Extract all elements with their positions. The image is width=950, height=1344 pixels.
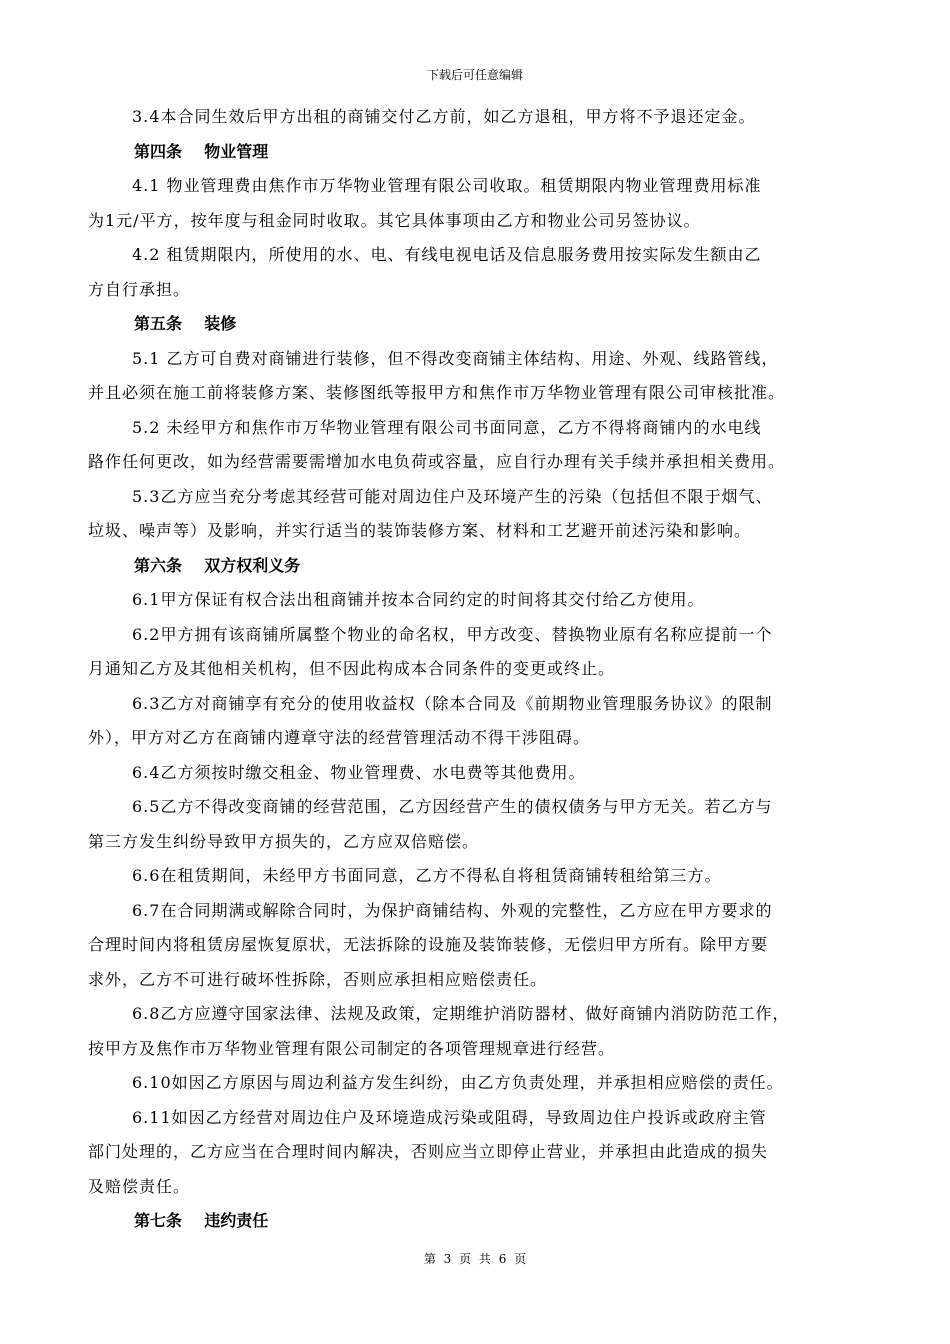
clause-line: 6.6在租赁期间，未经甲方书面同意，乙方不得私自将租赁商铺转租给第三方。 xyxy=(132,866,722,885)
clause-line: 5.3乙方应当充分考虑其经营可能对周边住户及环境产生的污染（包括但不限于烟气、 xyxy=(132,486,773,506)
page-footer: 第 3 页 共 6 页 xyxy=(423,1252,527,1266)
clause-6-8 xyxy=(88,997,863,1066)
clause-line: 6.5乙方不得改变商铺的经营范围，乙方因经营产生的债权债务与甲方无关。若乙方与 xyxy=(132,797,773,816)
clause-line: 6.3乙方对商铺享有充分的使用收益权（除本合同及《前期物业管理服务协议》的限制 xyxy=(132,693,773,713)
clause-line: 6.1甲方保证有权合法出租商铺并按本合同约定的时间将其交付给乙方使用。 xyxy=(132,590,705,609)
clause-4-1 xyxy=(88,169,863,238)
clause-line: 第三方发生纠纷导致甲方损失的，乙方应双倍赔偿。 xyxy=(88,831,480,851)
article-4-heading: 第四条 物业管理 xyxy=(134,141,269,161)
clause-line: 并且必须在施工前将装修方案、装修图纸等报甲方和焦作市万华物业管理有限公司审核批准。 xyxy=(88,383,786,402)
clause-6-4 xyxy=(88,756,863,791)
clause-line: 6.7在合同期满或解除合同时，为保护商铺结构、外观的完整性，乙方应在甲方要求的 xyxy=(132,900,773,920)
contract-body xyxy=(88,100,863,1239)
clause-line: 按甲方及焦作市万华物业管理有限公司制定的各项管理规章进行经营。 xyxy=(88,1038,616,1058)
clause-6-3 xyxy=(88,687,863,756)
clause-line: 及赔偿责任。 xyxy=(88,1176,191,1196)
clause-line: 6.8乙方应遵守国家法律、法规及政策，定期维护消防器材、做好商铺内消防防范工作， xyxy=(132,1004,790,1023)
clause-line: 3.4本合同生效后甲方出租的商铺交付乙方前，如乙方退租，甲方将不予退还定金。 xyxy=(132,107,756,126)
article-7-heading: 第七条 违约责任 xyxy=(134,1211,269,1230)
clause-3-4 xyxy=(88,100,863,135)
clause-line: 6.2甲方拥有该商铺所属整个物业的命名权，甲方改变、替换物业原有名称应提前一个 xyxy=(132,624,773,644)
clause-6-7 xyxy=(88,894,863,998)
clause-line: 4.2 租赁期限内，所使用的水、电、有线电视电话及信息服务费用按实际发生额由乙 xyxy=(132,245,762,264)
clause-5-2 xyxy=(88,411,863,480)
clause-line: 部门处理的，乙方应当在合理时间内解决，否则应当立即停止营业，并承担由此造成的损失 xyxy=(88,1142,769,1161)
clause-5-3 xyxy=(88,480,863,549)
clause-6-6 xyxy=(88,859,863,894)
clause-line: 6.11如因乙方经营对周边住户及环境造成污染或阻碍，导致周边住户投诉或政府主管 xyxy=(132,1107,767,1127)
clause-line: 合理时间内将租赁房屋恢复原状，无法拆除的设施及装饰装修，无偿归甲方所有。除甲方要 xyxy=(88,935,769,954)
clause-6-5 xyxy=(88,790,863,859)
clause-line: 月通知乙方及其他相关机构，但不因此构成本合同条件的变更或终止。 xyxy=(88,659,616,678)
clause-line: 6.10如因乙方原因与周边利益方发生纠纷，由乙方负责处理，并承担相应赔偿的责任。 xyxy=(132,1073,784,1092)
clause-6-1 xyxy=(88,583,863,618)
clause-6-2 xyxy=(88,618,863,687)
clause-4-2 xyxy=(88,238,863,307)
page-header: 下载后可任意编辑 xyxy=(426,68,523,82)
article-5-heading: 第五条 装修 xyxy=(134,314,237,333)
clause-line: 5.2 未经甲方和焦作市万华物业管理有限公司书面同意，乙方不得将商铺内的水电线 xyxy=(132,417,762,437)
clause-line: 方自行承担。 xyxy=(88,279,191,299)
clause-line: 5.1 乙方可自费对商铺进行装修，但不得改变商铺主体结构、用途、外观、线路管线， xyxy=(132,348,779,368)
clause-line: 路作任何更改，如为经营需要需增加水电负荷或容量，应自行办理有关手续并承担相关费用。 xyxy=(88,452,786,471)
clause-line: 4.1 物业管理费由焦作市万华物业管理有限公司收取。租赁期限内物业管理费用标准 xyxy=(132,176,762,195)
clause-6-11 xyxy=(88,1101,863,1205)
clause-line: 垃圾、噪声等）及影响，并实行适当的装饰装修方案、材料和工艺避开前述污染和影响。 xyxy=(88,521,752,540)
clause-line: 6.4乙方须按时缴交租金、物业管理费、水电费等其他费用。 xyxy=(132,762,586,782)
article-6-heading: 第六条 双方权利义务 xyxy=(134,555,301,575)
clause-line: 为1元/平方，按年度与租金同时收取。其它具体事项由乙方和物业公司另签协议。 xyxy=(88,210,701,230)
clause-line: 求外，乙方不可进行破坏性拆除，否则应承担相应赔偿责任。 xyxy=(88,969,548,989)
clause-line: 外），甲方对乙方在商铺内遵章守法的经营管理活动不得干涉阻碍。 xyxy=(88,728,591,747)
clause-6-10 xyxy=(88,1066,863,1101)
clause-5-1 xyxy=(88,342,863,411)
